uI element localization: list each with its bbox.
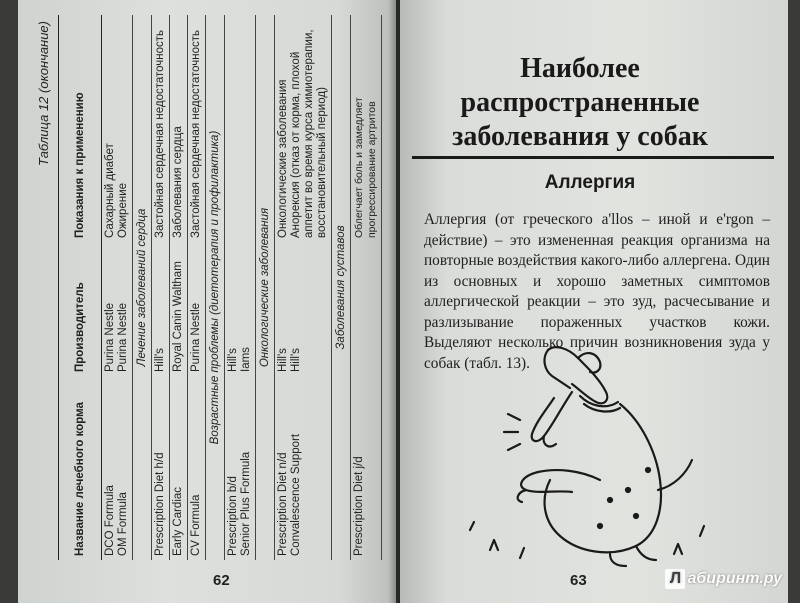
rotated-table-block [34, 15, 384, 560]
table-row [152, 15, 170, 560]
cell-name: Prescription b/d [227, 476, 239, 556]
feed-table [58, 15, 382, 560]
cell-maker: Hill's [277, 348, 289, 372]
cell-maker: Purina Nestle [117, 302, 129, 372]
table-header [59, 15, 102, 560]
cell-maker: Hill's [154, 348, 166, 372]
watermark-logo: Л [665, 569, 685, 589]
cell-use: Заболевания сердца [172, 126, 184, 238]
cell-use: Сахарный диабет [104, 143, 116, 238]
cell-name: Convalescence Support [290, 433, 302, 556]
cell-maker: Royal Canin Waltham [172, 261, 184, 372]
cell-use: Ожирение [117, 182, 129, 238]
cell-name: Prescription Diet h/d [154, 452, 166, 556]
cell-maker: Purina Nestle [104, 302, 116, 372]
cell-name: OM Formula [117, 492, 129, 556]
page-number-right: 63 [570, 572, 587, 589]
section-heart: Лечение заболеваний сердца [133, 15, 152, 560]
table-row [275, 15, 332, 560]
section-heading: Аллергия [544, 172, 636, 193]
cell-name: Prescription Diet n/d [277, 452, 289, 556]
page-number-left: 62 [213, 572, 230, 589]
cell-name: Prescription Diet j/d [353, 456, 365, 556]
cell-use: Анорексия (отказ от корма, плохой аппетит во время курса химиотерапии, восстановительный период) [290, 29, 328, 238]
cell-maker: Purina Nestle [190, 302, 202, 372]
cell-maker: Hill's [290, 348, 302, 372]
cell-use: Облегчает боль и замедляет прогрессирование артритов [353, 97, 378, 238]
cell-maker: Hill's [227, 348, 239, 372]
section-joints: Заболевания суставов [332, 15, 351, 560]
body-paragraph: Аллергия (от греческого a'llos – иной и e'rgon – действие) – это измененная реакция организма на повторные воздействия какого-либо аллергена. Один из основных и хорошо заметных симптомов аллергической реакции – это зуд, расчесывание и разлизывание пораженных участков кожи. Выделяют несколько причин возникновения зуда у собак (табл. 13). [424, 211, 770, 372]
header-maker: Производитель [74, 282, 86, 372]
watermark-text: абиринт.ру [687, 570, 782, 587]
chapter-title-line: заболевания у собак [452, 121, 708, 152]
table-row [225, 15, 256, 560]
title-rule [412, 156, 774, 159]
cell-maker: Iams [240, 347, 252, 372]
chapter-title-line: распространенные [460, 87, 700, 118]
cell-use: Онкологические заболевания [277, 79, 289, 238]
cell-use: Застойная сердечная недостаточность [154, 29, 166, 238]
cell-name: CV Formula [190, 494, 202, 556]
table-row [170, 15, 188, 560]
section-age: Возрастные проблемы (диетотерапия и профилактика) [206, 15, 225, 560]
watermark [665, 569, 782, 589]
left-page [18, 0, 396, 603]
cell-name: Senior Plus Formula [240, 451, 252, 556]
chapter-title [420, 52, 740, 154]
cell-use: Застойная сердечная недостаточность [190, 29, 202, 238]
cell-name: Early Cardiac [172, 486, 184, 556]
table-row [188, 15, 206, 560]
right-page [400, 0, 788, 603]
table-row [102, 15, 133, 560]
header-use: Показания к применению [74, 92, 86, 238]
dog-scratching-illustration [460, 340, 720, 570]
section-onco: Онкологические заболевания [256, 15, 275, 560]
chapter-title-line: Наиболее [520, 53, 640, 84]
table-caption: Таблица 12 (окончание) [36, 21, 51, 166]
cell-name: DCO Formula [104, 485, 116, 556]
header-name: Название лечебного корма [74, 402, 86, 556]
table-row [351, 15, 382, 560]
